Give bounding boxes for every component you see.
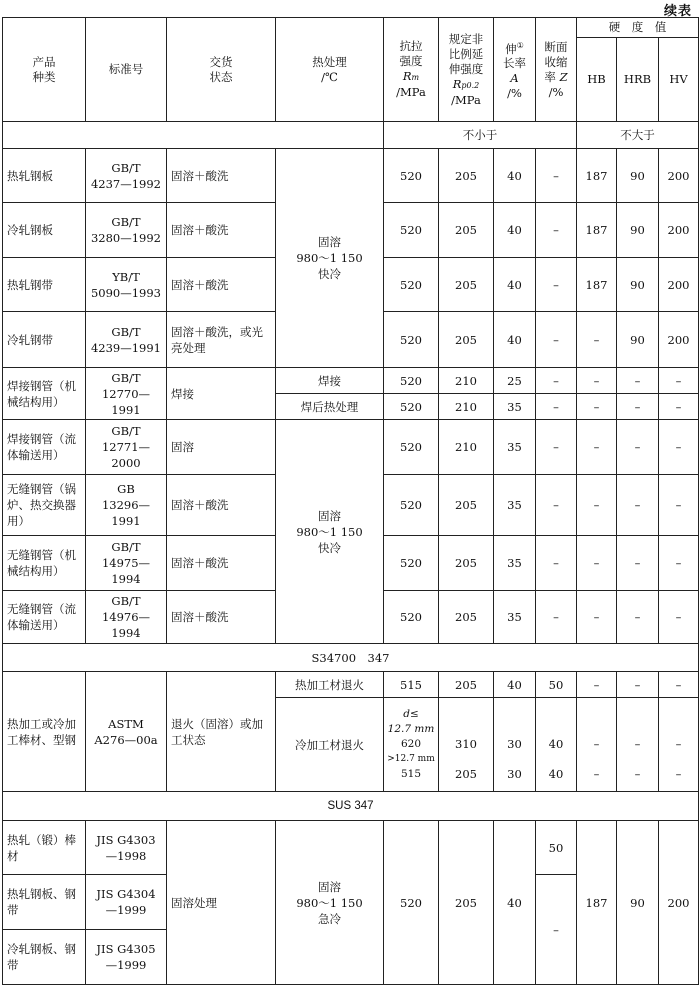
cell-rm: 520	[384, 203, 439, 258]
cell-rp: 205	[439, 258, 494, 312]
cell-rm	[384, 698, 439, 792]
cell-hb: 187	[577, 821, 617, 985]
header-delivery: 交货 状态	[167, 18, 276, 122]
cell-a: 35	[494, 475, 536, 536]
cell-z: –	[536, 394, 577, 420]
header-yield: 规定非 比例延 伸强度 Rp0.2 /MPa	[439, 18, 494, 122]
cell-hv: –	[659, 420, 699, 475]
cell-a: 35	[494, 591, 536, 644]
cell-hb: – –	[577, 698, 617, 792]
cell-rp: 210	[439, 420, 494, 475]
header-hrb: HRB	[617, 38, 659, 122]
cell-delivery: 固溶＋酸洗	[167, 149, 276, 203]
continued-label: 续表	[663, 4, 692, 19]
rm-condition-1: d≤ 12.7 mm	[387, 708, 435, 735]
rm-value-1: 620	[400, 738, 422, 750]
header-product: 产品 种类	[3, 18, 86, 122]
table-row	[3, 672, 699, 698]
cell-hv: 200	[659, 312, 699, 368]
cell-hb: –	[577, 536, 617, 591]
cell-rp: 205	[439, 203, 494, 258]
cell-hrb: 90	[617, 258, 659, 312]
cell-rm: 520	[384, 258, 439, 312]
cell-product: 热轧钢带	[3, 258, 86, 312]
cell-rp: 210	[439, 368, 494, 394]
cell-hv: –	[659, 394, 699, 420]
header-heat-treatment: 热处理 /℃	[276, 18, 384, 122]
cell-standard: GB/T 14975—1994	[86, 536, 167, 591]
cell-hb: –	[577, 420, 617, 475]
cell-hrb: –	[617, 394, 659, 420]
cell-hrb: –	[617, 475, 659, 536]
cell-z: –	[536, 875, 577, 985]
cell-hv: 200	[659, 149, 699, 203]
cell-delivery: 固溶＋酸洗	[167, 591, 276, 644]
cell-rm: 520	[384, 312, 439, 368]
cell-delivery: 固溶处理	[167, 821, 276, 985]
cell-z: –	[536, 420, 577, 475]
cell-hv: –	[659, 368, 699, 394]
cell-hb: –	[577, 312, 617, 368]
header-elongation: 伸① 长率 A /%	[494, 18, 536, 122]
cell-z: –	[536, 312, 577, 368]
cell-z: –	[536, 149, 577, 203]
cell-hrb: 90	[617, 312, 659, 368]
cell-standard: GB/T 4237—1992	[86, 149, 167, 203]
cell-rm: 520	[384, 420, 439, 475]
cell-a: 40	[494, 821, 536, 985]
cell-rm: 520	[384, 368, 439, 394]
cell-a: 35	[494, 394, 536, 420]
cell-rm: 520	[384, 536, 439, 591]
cell-delivery: 退火（固溶）或加工状态	[167, 672, 276, 792]
cell-z: 40 40	[536, 698, 577, 792]
cell-a: 35	[494, 536, 536, 591]
cell-z: 50	[536, 672, 577, 698]
cell-rp: 205	[439, 591, 494, 644]
cell-a: 40	[494, 149, 536, 203]
properties-table	[2, 17, 699, 985]
cell-a: 40	[494, 672, 536, 698]
cell-standard: JIS G4305 —1999	[86, 930, 167, 985]
cell-delivery: 固溶＋酸洗，或光亮处理	[167, 312, 276, 368]
cell-z: –	[536, 203, 577, 258]
cell-product: 无缝钢管（流体输送用）	[3, 591, 86, 644]
cell-product: 热轧（锻）棒材	[3, 821, 86, 875]
cell-hb: –	[577, 368, 617, 394]
cell-rp: 310 205	[439, 698, 494, 792]
cell-product: 冷轧钢板	[3, 203, 86, 258]
cell-hv: –	[659, 591, 699, 644]
cell-hv: 200	[659, 203, 699, 258]
cell-product: 热轧钢板	[3, 149, 86, 203]
cell-hb: –	[577, 591, 617, 644]
cell-standard: ASTM A276—00a	[86, 672, 167, 792]
header-hardness: 硬 度 值	[577, 18, 699, 38]
cell-standard: GB/T 14976—1994	[86, 591, 167, 644]
cell-hrb: –	[617, 368, 659, 394]
cell-rp: 205	[439, 672, 494, 698]
cell-hrb: –	[617, 420, 659, 475]
cell-rm: 520	[384, 475, 439, 536]
header-blank	[3, 122, 384, 149]
header-not-less: 不小于	[384, 122, 577, 149]
cell-rm: 520	[384, 394, 439, 420]
cell-delivery: 固溶＋酸洗	[167, 203, 276, 258]
cell-a: 25	[494, 368, 536, 394]
cell-hrb: –	[617, 591, 659, 644]
cell-a: 40	[494, 203, 536, 258]
header-reduction: 断面 收缩 率 Z /%	[536, 18, 577, 122]
cell-a: 30 30	[494, 698, 536, 792]
cell-heat-treatment: 固溶 980～1 150 快冷	[276, 420, 384, 644]
table-row	[3, 368, 699, 394]
cell-rm: 520	[384, 821, 439, 985]
cell-hb: 187	[577, 258, 617, 312]
rm-condition-2: >12.7 mm	[387, 754, 435, 764]
cell-delivery: 固溶	[167, 420, 276, 475]
cell-delivery: 固溶＋酸洗	[167, 475, 276, 536]
cell-hrb: –	[617, 672, 659, 698]
cell-z: –	[536, 591, 577, 644]
cell-z: –	[536, 258, 577, 312]
cell-heat-treatment: 热加工材退火	[276, 672, 384, 698]
cell-hv: 200	[659, 821, 699, 985]
cell-hv: – –	[659, 698, 699, 792]
cell-hb: 187	[577, 203, 617, 258]
cell-hv: 200	[659, 258, 699, 312]
cell-heat-treatment: 焊接	[276, 368, 384, 394]
cell-hv: –	[659, 475, 699, 536]
cell-delivery: 焊接	[167, 368, 276, 420]
cell-hb: –	[577, 672, 617, 698]
header-tensile: 抗拉 强度 Rm /MPa	[384, 18, 439, 122]
cell-z: –	[536, 475, 577, 536]
cell-hv: –	[659, 536, 699, 591]
cell-product: 无缝钢管（锅炉、热交换器用）	[3, 475, 86, 536]
cell-heat-treatment: 固溶 980～1 150 快冷	[276, 149, 384, 368]
cell-standard: JIS G4304 —1999	[86, 875, 167, 930]
cell-hrb: 90	[617, 203, 659, 258]
cell-product: 无缝钢管（机械结构用）	[3, 536, 86, 591]
cell-rp: 205	[439, 149, 494, 203]
cell-product: 热轧钢板、钢带	[3, 875, 86, 930]
cell-delivery: 固溶＋酸洗	[167, 258, 276, 312]
cell-hb: 187	[577, 149, 617, 203]
cell-a: 40	[494, 258, 536, 312]
cell-heat-treatment: 固溶 980～1 150 急冷	[276, 821, 384, 985]
cell-hrb: –	[617, 536, 659, 591]
header-standard: 标准号	[86, 18, 167, 122]
cell-product: 焊接钢管（机械结构用）	[3, 368, 86, 420]
cell-a: 35	[494, 420, 536, 475]
header-hb: HB	[577, 38, 617, 122]
cell-rp: 205	[439, 536, 494, 591]
cell-z: 50	[536, 821, 577, 875]
cell-rm: 520	[384, 591, 439, 644]
table-row	[3, 149, 699, 203]
cell-standard: GB/T 4239—1991	[86, 312, 167, 368]
cell-standard: GB/T 12771—2000	[86, 420, 167, 475]
table-row	[3, 821, 699, 875]
cell-standard: JIS G4303 —1998	[86, 821, 167, 875]
cell-rp: 210	[439, 394, 494, 420]
cell-rp: 205	[439, 821, 494, 985]
cell-standard: GB/T 3280—1992	[86, 203, 167, 258]
cell-a: 40	[494, 312, 536, 368]
cell-z: –	[536, 536, 577, 591]
cell-hv: –	[659, 672, 699, 698]
cell-rm: 515	[384, 672, 439, 698]
cell-hb: –	[577, 475, 617, 536]
cell-heat-treatment: 焊后热处理	[276, 394, 384, 420]
cell-hrb: – –	[617, 698, 659, 792]
header-hv: HV	[659, 38, 699, 122]
rm-value-2: 515	[400, 768, 422, 780]
cell-delivery: 固溶＋酸洗	[167, 536, 276, 591]
cell-standard: GB/T 12770—1991	[86, 368, 167, 420]
cell-standard: GB 13296—1991	[86, 475, 167, 536]
cell-z: –	[536, 368, 577, 394]
cell-hrb: 90	[617, 149, 659, 203]
cell-hrb: 90	[617, 821, 659, 985]
table-row	[3, 420, 699, 475]
cell-standard: YB/T 5090—1993	[86, 258, 167, 312]
section-header-jis: SUS 347	[3, 792, 699, 821]
header-not-more: 不大于	[577, 122, 699, 149]
cell-rp: 205	[439, 475, 494, 536]
cell-heat-treatment: 冷加工材退火	[276, 698, 384, 792]
cell-product: 热加工或冷加工棒材、型钢	[3, 672, 86, 792]
cell-product: 焊接钢管（流体输送用）	[3, 420, 86, 475]
cell-rp: 205	[439, 312, 494, 368]
cell-product: 冷轧钢板、钢带	[3, 930, 86, 985]
cell-product: 冷轧钢带	[3, 312, 86, 368]
cell-rm: 520	[384, 149, 439, 203]
cell-hb: –	[577, 394, 617, 420]
section-header-astm: S34700 347	[3, 644, 699, 672]
